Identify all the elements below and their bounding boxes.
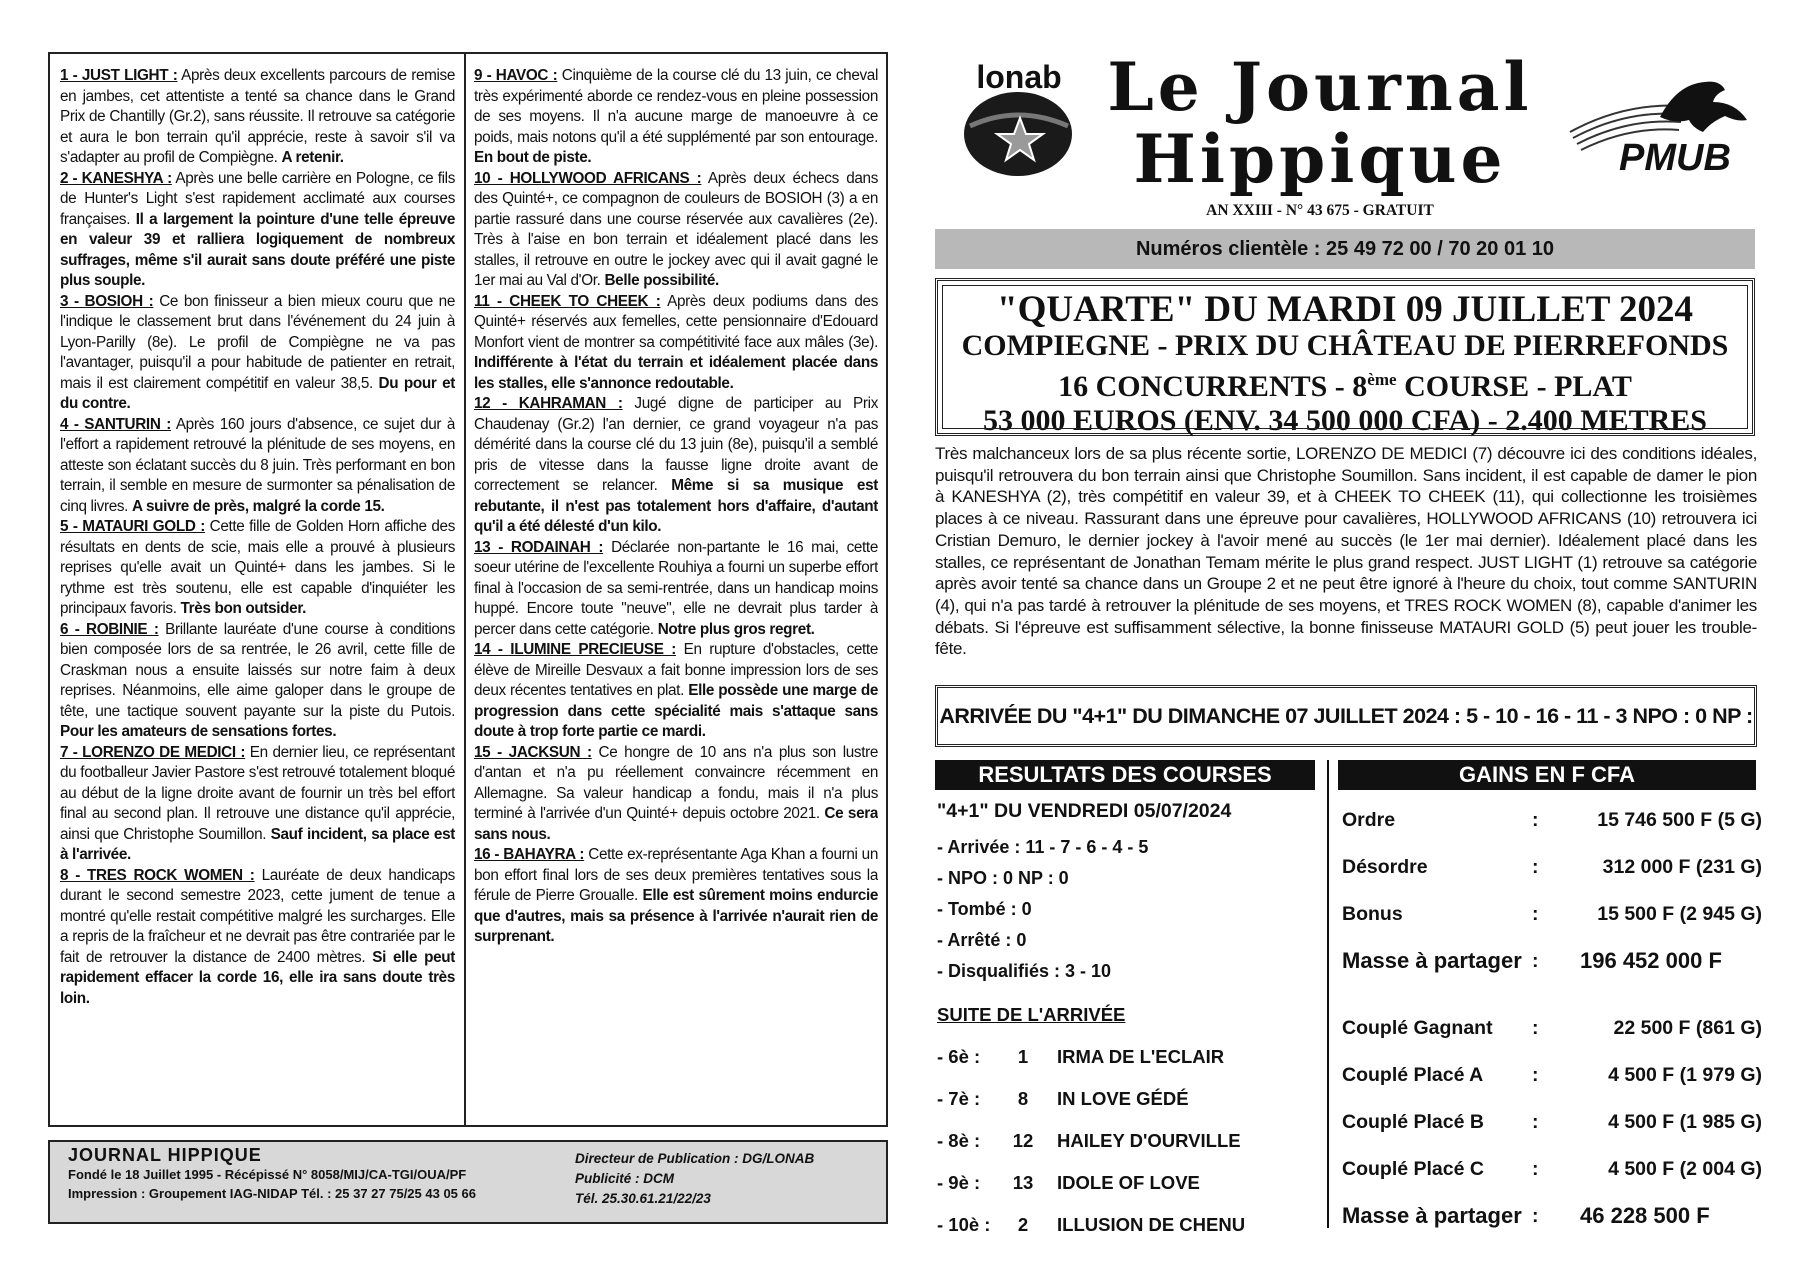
suite-number: 2: [1017, 1214, 1029, 1235]
horse-entry-verdict: Indifférente à l'état du terrain et idéalement placée dans les stalles, elle s'annonce redoutable.: [474, 354, 878, 392]
race-title-box: [935, 278, 1755, 436]
footer-founded: Fondé le 18 Juillet 1995 - Récépissé N° 8058/MIJ/CA-TGI/OUA/PF: [68, 1167, 467, 1182]
race-title: "QUARTE" DU MARDI 09 JUILLET 2024: [997, 289, 1693, 330]
horse-entry-name: 11 - CHEEK TO CHEEK :: [474, 292, 661, 310]
gain-label: Couplé Placé B: [1342, 1110, 1484, 1133]
pmub-logo-text: PMUB: [1619, 137, 1731, 179]
horse-entry-name: 1 - JUST LIGHT :: [60, 67, 178, 84]
gain-value: 22 500 F (861 G): [1613, 1016, 1762, 1039]
client-phone-bar: Numéros clientèle : 25 49 72 00 / 70 20 01 10: [935, 229, 1755, 269]
horse-entry-verdict: Notre plus gros regret.: [657, 620, 815, 638]
horse-entry: [60, 415, 455, 518]
gain-value: 15 746 500 F (5 G): [1597, 808, 1762, 831]
gain-colon: :: [1532, 808, 1539, 831]
suite-rank: - 9è :: [937, 1172, 981, 1193]
suite-row: [937, 1204, 1322, 1246]
suite-row: [937, 1120, 1322, 1162]
gain-label: Couplé Gagnant: [1342, 1016, 1493, 1039]
gain-value: 312 000 F (231 G): [1602, 855, 1762, 878]
gain-row-total: [1342, 941, 1762, 981]
gain-label: Bonus: [1342, 902, 1403, 925]
horse-entry-name: 4 - SANTURIN :: [60, 415, 171, 433]
horse-entry-text: Cette ex-représentante Aga Khan a fourni un bon effort final lors de ses deux premières tentatives sous la férule de Pierre Groualle.: [474, 846, 878, 904]
horse-entry-verdict: Du pour et du contre.: [60, 374, 455, 412]
horse-entry-name: 2 - KANESHYA :: [60, 169, 172, 187]
horse-entry: [60, 169, 455, 292]
horse-entry: [474, 538, 878, 641]
suite-number: 8: [1017, 1088, 1029, 1109]
horse-entry-name: 8 - TRES ROCK WOMEN :: [60, 866, 255, 884]
horse-entry-verdict: Pour les amateurs de sensations fortes.: [60, 723, 337, 740]
suite-number: 1: [1017, 1046, 1029, 1067]
result-line: - Tombé : 0: [937, 899, 1032, 919]
gain-row: [1342, 1008, 1762, 1048]
horse-entry: [474, 66, 878, 169]
suite-horse: HAILEY D'OURVILLE: [1057, 1130, 1241, 1151]
horse-entry-verdict: Elle possède une marge de progression dans cette spécialité mais s'attaque sans doute à trop forte partie ce mardi.: [474, 682, 878, 740]
race-results: [937, 800, 1322, 987]
horse-entry-name: 16 - BAHAYRA :: [474, 846, 585, 863]
race-runners: 16 CONCURRENTS - 8: [1058, 370, 1368, 403]
horse-entry-name: 6 - ROBINIE :: [60, 620, 159, 638]
horse-entry-text: Ce bon finisseur a bien mieux couru que ne l'indique le classement brut dans l'événement du 24 juin à Lyon-Parilly (8e). Le profil de Compiègne ne va pas l'avantager, puisqu'il a pour habitude de patienter en retrait, mais il est clairement compétitif en valeur 38,5.: [60, 292, 455, 392]
lonab-logo: [960, 56, 1078, 181]
analysis-column-1: [60, 66, 455, 1117]
suite-number: 13: [1012, 1172, 1034, 1193]
horse-entry-verdict: Il a largement la pointure d'une telle épreuve en valeur 39 et ralliera logiquement de nombreux suffrages, même s'il aurait sans doute préféré une piste plus souple.: [60, 210, 455, 289]
gain-label: Ordre: [1342, 808, 1396, 831]
horse-entry-verdict: Belle possibilité.: [604, 272, 719, 289]
masthead-line-2: Hippique: [1133, 120, 1507, 198]
horse-entry: [60, 743, 455, 866]
horse-entry-verdict: Si elle peut rapidement effacer la corde 16, elle ira sans doute très loin.: [60, 948, 455, 1007]
horse-entry-text: Après deux podiums dans des Quinté+ réservés aux femelles, cette pensionnaire d'Edouard Monfort vient de montrer sa compétitivité face aux mâles (3e).: [474, 292, 878, 351]
footer-publisher-info: [68, 1146, 476, 1203]
horse-entry: [60, 292, 455, 415]
gain-row: [1342, 894, 1762, 934]
masthead-title: [1090, 48, 1550, 198]
horse-entry-text: Après 160 jours d'absence, ce sujet dur à l'effort a rapidement retrouvé la plénitude de ses moyens, en atteste son éclatant succès du 8 juin. Très performant en bon terrain, il semble en mesure de surmonter sa pénalisation de cinq livres.: [60, 415, 455, 515]
horse-entry-verdict: Même si sa musique est rebutante, il n'est pas totalement hors d'affaire, d'autant qu'il a été délesté d'un kilo.: [474, 477, 878, 535]
horse-entry-verdict: Sauf incident, sa place est à l'arrivée.: [60, 825, 455, 863]
gain-row-total: [1342, 1196, 1762, 1236]
pmub-logo: [1565, 72, 1755, 182]
horse-entry-text: Ce hongre de 10 ans n'a plus son lustre d'antan et n'a pu réellement convaincre récemment en Allemagne. Sa valeur handicap a fondu, mais il n'a plus terminé à l'arrivée d'un Quinté+ depuis octobre 2021.: [474, 743, 878, 822]
suite-horse: IDOLE OF LOVE: [1057, 1172, 1200, 1193]
horse-entry-text: En dernier lieu, ce représentant du footballeur Javier Pastore s'est retrouvé totalement bloqué au début de la ligne droite avant de fournir un très bel effort final au second plan. Il retrouve une distance qu'il apprécie, ainsi que Christophe Soumillon.: [60, 743, 455, 843]
horse-entry-name: 12 - KAHRAMAN :: [474, 395, 623, 412]
horse-entry: [60, 620, 455, 743]
footer-director: Directeur de Publication : DG/LONAB: [575, 1151, 815, 1166]
arrival-continuation: [937, 1004, 1322, 1246]
horse-entry: [474, 845, 878, 948]
horse-entry-text: Brillante lauréate d'une course à conditions bien composée lors de sa rentrée, le 26 avril, cette fille de Craskman nous a ensuite laissés sur notre faim à deux reprises. Néanmoins, elle aime galoper dans le groupe de tête, une tactique souvent payante sur la piste du Putois.: [60, 620, 455, 720]
gain-label: Masse à partager: [1342, 948, 1522, 973]
gain-row: [1342, 1102, 1762, 1142]
footer-direction-info: [575, 1149, 814, 1209]
gain-colon: :: [1532, 949, 1539, 972]
horse-entry-verdict: En bout de piste.: [474, 149, 592, 166]
horse-entry-text: Jugé digne de participer au Prix Chaudenay (Gr.2) l'an dernier, ce grand voyageur n'a pas démérité dans la course clé du 13 juin (8e), puisqu'il a semblé pris de vitesse dans la fausse ligne droite avant de correctement se relancer.: [474, 395, 878, 494]
suite-rank: - 10è :: [937, 1214, 991, 1235]
horse-entry-verdict: Elle est sûrement moins endurcie que d'autres, mais sa présence à l'arrivée n'aurait rien de surprenant.: [474, 887, 878, 945]
footer-phone: Tél. 25.30.61.21/22/23: [575, 1191, 711, 1206]
suite-row: [937, 1162, 1322, 1204]
gains-header: GAINS EN F CFA: [1338, 760, 1756, 790]
horse-entry-verdict: Très bon outsider.: [180, 600, 306, 617]
suite-rank: - 6è :: [937, 1046, 981, 1067]
horse-entry-name: 15 - JACKSUN :: [474, 743, 592, 761]
masthead-line-1: Le Journal: [1107, 48, 1533, 126]
horse-entry: [60, 517, 455, 620]
horse-entry-name: 13 - RODAINAH :: [474, 538, 604, 556]
horse-entry-text: Après deux excellents parcours de remise en jambes, cet attentiste a tenté sa chance dans le Grand Prix de Chantilly (Gr.2), sans réussite. Il retrouve sa catégorie et aura le bon terrain qu'il apprécie, reste à savoir s'il va s'adapter au profil de Compiègne.: [60, 67, 455, 166]
gain-colon: :: [1532, 1063, 1539, 1086]
horse-entry-name: 10 - HOLLYWOOD AFRICANS :: [474, 169, 702, 187]
race-ordinal: ème: [1367, 370, 1397, 389]
result-line: - NPO : 0 NP : 0: [937, 868, 1069, 888]
gain-row: [1342, 800, 1762, 840]
horse-entry-name: 3 - BOSIOH :: [60, 292, 154, 310]
suite-title: SUITE DE L'ARRIVÉE: [937, 1004, 1126, 1025]
publication-footer: [48, 1140, 888, 1224]
gain-colon: :: [1532, 902, 1539, 925]
horse-entry-name: 14 - ILUMINE PRECIEUSE :: [474, 641, 676, 658]
horse-entry-text: Lauréate de deux handicaps durant le second semestre 2023, cette jument de tenue a montré qu'elle restait compétitive malgré les surcharges. Elle a repris de la fraîcheur et ne devrait pas être contrariée par le fait de retrouver la distance de 2400 mètres.: [60, 866, 455, 966]
gain-label: Désordre: [1342, 855, 1428, 878]
suite-horse: ILLUSION DE CHENU: [1057, 1214, 1246, 1235]
results-gains-divider: [1327, 760, 1329, 1228]
gain-value: 4 500 F (2 004 G): [1608, 1157, 1762, 1180]
suite-rank: - 8è :: [937, 1130, 981, 1151]
horse-entry: [474, 394, 878, 538]
gain-label: Couplé Placé A: [1342, 1063, 1484, 1086]
suite-row: [937, 1036, 1322, 1078]
horse-entry: [60, 66, 455, 169]
horse-entry: [474, 292, 878, 395]
gain-value: 4 500 F (1 979 G): [1608, 1063, 1762, 1086]
horse-entry: [474, 743, 878, 846]
result-line: - Arrivée : 11 - 7 - 6 - 4 - 5: [937, 837, 1149, 857]
results-header: RESULTATS DES COURSES: [935, 760, 1315, 790]
prognosis-text: Très malchanceux lors de sa plus récente sortie, LORENZO DE MEDICI (7) découvre ici des conditions idéales, puisqu'il retrouvera du bon terrain ainsi que Christophe Soumillon. Sans incident, il est capable de damer le pion à KANESHYA (2), très compétitif en valeur 39, et à CHEEK TO CHEEK (11), qui collectionne les troisièmes places à ce niveau. Rassurant dans une épreuve pour cavalières, HOLLYWOOD AFRICANS (10) retrouvera ici Cristian Demuro, le dernier jockey à l'avoir mené au succès (le 1er mai dernier). Idéalement placé dans les stalles, ce représentant de Jonathan Temam mérite le plus grand respect. JUST LIGHT (1) retrouve sa catégorie après avoir tenté sa chance dans un Groupe 2 et ne peut être ignoré à l'heure du choix, tout comme SANTURIN (4), qui n'a pas tardé à retrouver la plénitude de ses moyens, et TRES ROCK WOMEN (8), capable d'animer les débats. Si l'épreuve est suffisamment sélective, la bonne finisseuse MATAURI GOLD (5) peut jouer les trouble-fête.: [935, 444, 1757, 659]
gain-colon: :: [1532, 1110, 1539, 1133]
gain-value: 46 228 500 F: [1580, 1203, 1710, 1228]
gain-value: 4 500 F (1 985 G): [1608, 1110, 1762, 1133]
horse-entry: [474, 169, 878, 292]
lonab-logo-text: lonab: [976, 59, 1062, 95]
horse-entry-name: 9 - HAVOC :: [474, 67, 558, 84]
horse-entry-verdict: A retenir.: [281, 149, 344, 166]
horse-entry: [60, 866, 455, 1010]
horse-entry-name: 5 - MATAURI GOLD :: [60, 518, 205, 535]
horse-entry-text: Après deux échecs dans des Quinté+, ce compagnon de couleurs de BOSIOH (3) a en partie rassuré dans une course réservée aux cavalières (2e). Très à l'aise en bon terrain et idéalement placé dans les stalles, il retrouve en outre le jockey avec qui il avait gagné le 1er mai au Val d'Or.: [474, 169, 878, 289]
gain-label: Couplé Placé C: [1342, 1157, 1484, 1180]
gain-row: [1342, 1055, 1762, 1095]
horse-entry-text: Cette fille de Golden Horn affiche des résultats en dents de scie, mais elle a prouvé à plusieurs reprises qu'elle avait un Quinté+ dans les jambes. Si le rythme est très soutenu, elle est capable d'inquiéter les principaux favoris.: [60, 518, 455, 617]
column-divider: [464, 54, 466, 1125]
suite-rank: - 7è :: [937, 1088, 981, 1109]
race-purse: 53 000 EUROS (ENV. 34 500 000 CFA) - 2.400 METRES: [983, 404, 1707, 437]
results-subtitle: "4+1" DU VENDREDI 05/07/2024: [937, 800, 1232, 822]
gain-label: Masse à partager: [1342, 1203, 1522, 1228]
gain-value: 15 500 F (2 945 G): [1597, 902, 1762, 925]
result-line: - Arrêté : 0: [937, 930, 1027, 950]
horse-analysis-columns: [48, 52, 888, 1127]
gain-colon: :: [1532, 1204, 1539, 1227]
gain-value: 196 452 000 F: [1580, 948, 1722, 973]
gain-colon: :: [1532, 1157, 1539, 1180]
gain-colon: :: [1532, 855, 1539, 878]
footer-title: JOURNAL HIPPIQUE: [68, 1145, 262, 1165]
horse-entry-verdict: Ce sera sans nous.: [474, 805, 878, 843]
race-type: COURSE - PLAT: [1396, 370, 1632, 403]
footer-publicity: Publicité : DCM: [575, 1171, 675, 1186]
arrival-result-box: ARRIVÉE DU "4+1" DU DIMANCHE 07 JUILLET 2024 : 5 - 10 - 16 - 11 - 3 NPO : 0 NP :: [935, 685, 1757, 747]
horse-entry-text: Déclarée non-partante le 16 mai, cette soeur utérine de l'excellente Rouhiya a fourni un superbe effort final à l'occasion de sa semi-rentrée, dans un handicap moins huppé. Encore toute "neuve", elle ne devrait plus tarder à percer dans cette catégorie.: [474, 538, 878, 638]
horse-entry-verdict: A suivre de près, malgré la corde 15.: [131, 497, 385, 515]
horse-entry-text: Après une belle carrière en Pologne, ce fils de Hunter's Light s'est rapidement acclimaté aux courses françaises.: [60, 169, 455, 228]
suite-horse: IRMA DE L'ECLAIR: [1057, 1046, 1225, 1067]
analysis-column-2: [474, 66, 878, 1117]
gain-colon: :: [1532, 1016, 1539, 1039]
horse-jumper-icon: [1660, 82, 1747, 132]
gain-row: [1342, 847, 1762, 887]
horse-entry-text: En rupture d'obstacles, cette élève de Mireille Desvaux a fait bonne impression lors de ses deux récentes tentatives en plat.: [474, 641, 878, 699]
suite-horse: IN LOVE GÉDÉ: [1057, 1088, 1189, 1109]
race-details: [938, 363, 1752, 404]
edition-info: AN XXIII - N° 43 675 - GRATUIT: [1206, 202, 1434, 219]
gain-row: [1342, 1149, 1762, 1189]
suite-row: [937, 1078, 1322, 1120]
horse-entry-name: 7 - LORENZO DE MEDICI :: [60, 743, 246, 761]
suite-number: 12: [1012, 1130, 1034, 1151]
horse-entry: [474, 640, 878, 743]
race-venue: COMPIEGNE - PRIX DU CHÂTEAU DE PIERREFONDS: [961, 329, 1729, 362]
footer-printing: Impression : Groupement IAG-NIDAP Tél. : 25 37 27 75/25 43 05 66: [68, 1186, 476, 1201]
horse-entry-text: Cinquième de la course clé du 13 juin, ce cheval très expérimenté aborde ce rendez-vous en pleine possession de ses moyens. Il n'a aucune marge de manoeuvre à ce poids, mais notons qu'il a été supplémenté par son entourage.: [474, 67, 878, 146]
result-line: - Disqualifiés : 3 - 10: [937, 961, 1112, 981]
